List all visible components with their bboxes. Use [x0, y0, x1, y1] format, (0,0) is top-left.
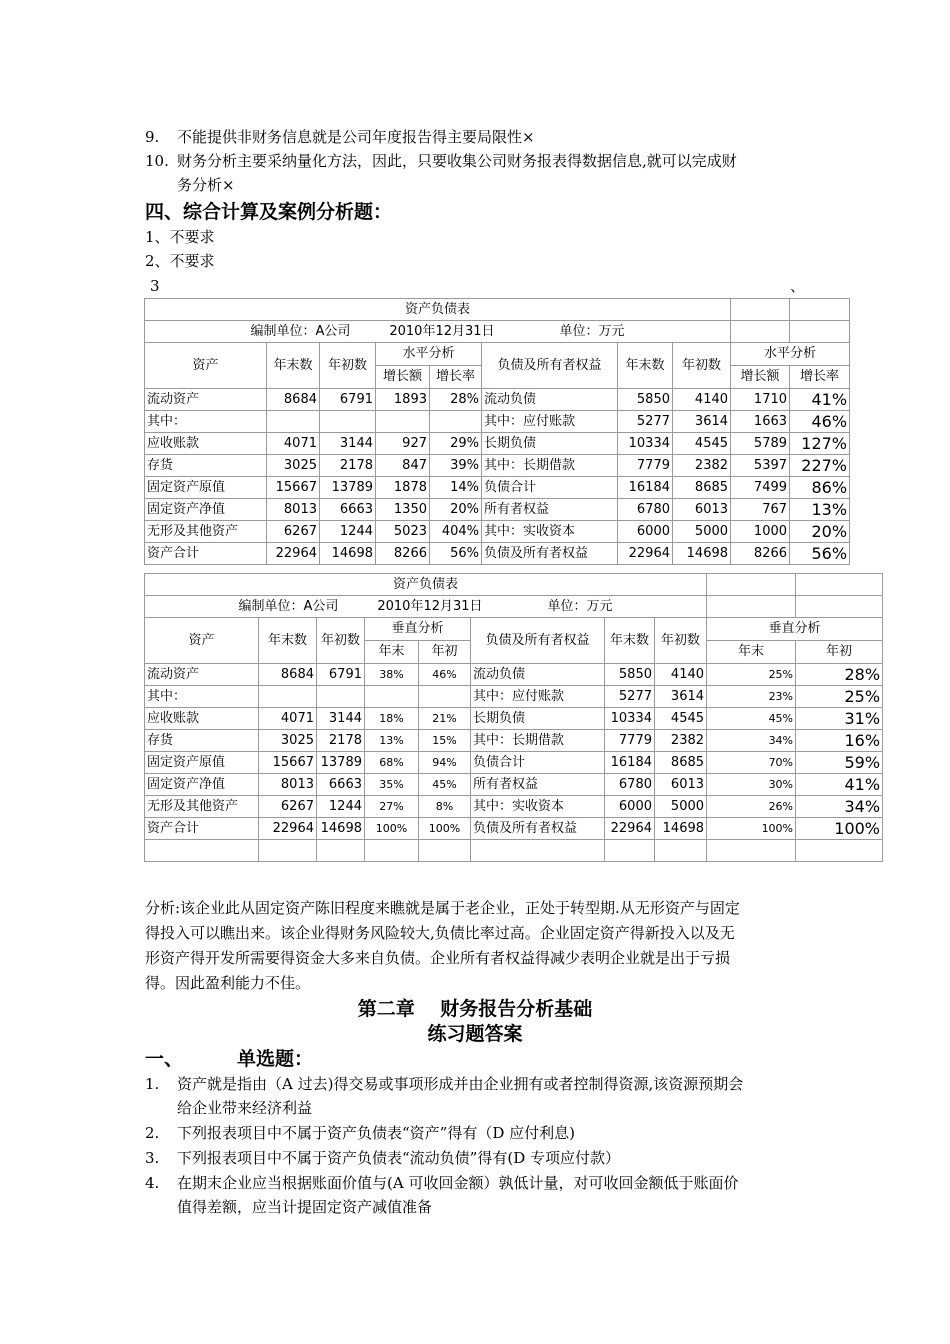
table-row: [145, 818, 883, 840]
table-row: [145, 433, 850, 455]
mc-item-2: 2. 下列报表项目中不属于资产负债表“资产”得有（D 应付利息): [145, 1124, 575, 1142]
table-meta: 编制单位：A公司 2010年12月31日 单位：万元: [145, 596, 707, 618]
table-row: [145, 708, 883, 730]
asset-year-end: 6267: [267, 521, 320, 543]
section-1-number: 一、: [145, 1048, 184, 1070]
asset-analysis-1: 927: [376, 433, 430, 455]
asset-name: 无形及其他资产: [145, 796, 259, 818]
table-row-empty: [145, 840, 883, 862]
asset-year-begin: 14698: [317, 818, 365, 840]
analysis-line: 得投入可以瞧出来。该企业得财务风险较大,负债比率过高。企业固定资产得新投入以及无: [145, 924, 735, 942]
liability-year-end: 22964: [618, 543, 673, 565]
col-horizontal-analysis: 水平分析: [731, 343, 850, 366]
asset-year-end: 4071: [267, 433, 320, 455]
table-title: 资产负债表: [145, 574, 707, 596]
liability-year-end: 10334: [618, 433, 673, 455]
asset-year-begin: 6663: [317, 774, 365, 796]
chapter-title: 第二章 财务报告分析基础: [357, 998, 593, 1020]
asset-analysis-2: 56%: [430, 543, 482, 565]
liability-analysis-1: 25%: [707, 664, 796, 686]
asset-analysis-2: 14%: [430, 477, 482, 499]
liability-year-begin: 4545: [655, 708, 707, 730]
list-item-text: 不能提供非财务信息就是公司年度报告得主要局限性×: [177, 128, 535, 146]
mc-item-4-cont: 值得差额，应当计提固定资产减值准备: [177, 1198, 433, 1216]
asset-year-end: [259, 686, 317, 708]
asset-analysis-2: [419, 686, 471, 708]
balance-sheet-horizontal: [144, 298, 850, 565]
liability-analysis-2: 127%: [790, 433, 850, 455]
asset-name: 资产合计: [145, 543, 267, 565]
asset-analysis-1: 27%: [365, 796, 419, 818]
liability-year-begin: 14698: [673, 543, 731, 565]
liability-name: 负债合计: [482, 477, 618, 499]
asset-analysis-1: 8266: [376, 543, 430, 565]
analysis-line: 分析:该企业此从固定资产陈旧程度来瞧就是属于老企业，正处于转型期.从无形资产与固定: [145, 899, 740, 917]
answer-2: 2、不要求: [145, 252, 215, 270]
col-asset: 资产: [145, 618, 259, 664]
liability-analysis-2: 46%: [790, 411, 850, 433]
liability-year-end: 5850: [618, 389, 673, 411]
asset-year-begin: 6791: [320, 389, 376, 411]
col-year-begin-pct: 年初: [796, 641, 883, 664]
liability-analysis-2: 41%: [790, 389, 850, 411]
asset-analysis-1: [376, 411, 430, 433]
asset-year-end: 22964: [259, 818, 317, 840]
liability-analysis-1: 5789: [731, 433, 790, 455]
asset-analysis-1: 38%: [365, 664, 419, 686]
asset-year-begin: 2178: [320, 455, 376, 477]
liability-analysis-2: 31%: [796, 708, 883, 730]
col-increase-rate: 增长率: [430, 366, 482, 389]
table-row: [145, 543, 850, 565]
liability-year-end: 5277: [618, 411, 673, 433]
table-row: [145, 796, 883, 818]
asset-analysis-1: 35%: [365, 774, 419, 796]
liability-year-begin: 4140: [673, 389, 731, 411]
list-item-10: 10. 财务分析主要采纳量化方法，因此，只要收集公司财务报表得数据信息,就可以完成财: [145, 152, 737, 170]
liability-analysis-1: 34%: [707, 730, 796, 752]
liability-year-end: 5277: [605, 686, 655, 708]
liability-analysis-2: 16%: [796, 730, 883, 752]
col-year-begin: 年初数: [673, 343, 731, 389]
asset-year-begin: [320, 411, 376, 433]
liability-year-begin: 6013: [673, 499, 731, 521]
table-row: [145, 411, 850, 433]
asset-analysis-2: 20%: [430, 499, 482, 521]
liability-year-begin: 4140: [655, 664, 707, 686]
asset-analysis-2: [430, 411, 482, 433]
asset-analysis-1: 68%: [365, 752, 419, 774]
liability-year-end: 6780: [605, 774, 655, 796]
asset-year-begin: 6663: [320, 499, 376, 521]
asset-analysis-2: 46%: [419, 664, 471, 686]
asset-name: 固定资产原值: [145, 477, 267, 499]
asset-analysis-1: 1878: [376, 477, 430, 499]
liability-year-begin: 8685: [655, 752, 707, 774]
liability-year-begin: 5000: [655, 796, 707, 818]
asset-analysis-2: 94%: [419, 752, 471, 774]
asset-name: 资产合计: [145, 818, 259, 840]
asset-analysis-2: 21%: [419, 708, 471, 730]
analysis-line: 形资产得开发所需要得资金大多来自负债。企业所有者权益得减少表明企业就是出于亏损: [145, 949, 731, 967]
section-4-title: 四、综合计算及案例分析题：: [145, 201, 393, 223]
asset-analysis-2: 39%: [430, 455, 482, 477]
liability-year-begin: 2382: [673, 455, 731, 477]
asset-analysis-2: 15%: [419, 730, 471, 752]
balance-sheet-vertical: [144, 573, 883, 862]
asset-year-end: 8684: [259, 664, 317, 686]
liability-year-begin: 2382: [655, 730, 707, 752]
asset-year-begin: 13789: [320, 477, 376, 499]
liability-year-end: 22964: [605, 818, 655, 840]
liability-name: 其中：实收资本: [471, 796, 605, 818]
liability-year-end: 7779: [618, 455, 673, 477]
liability-analysis-1: 1710: [731, 389, 790, 411]
asset-analysis-2: 8%: [419, 796, 471, 818]
liability-analysis-2: 25%: [796, 686, 883, 708]
asset-year-begin: 13789: [317, 752, 365, 774]
liability-name: 所有者权益: [471, 774, 605, 796]
liability-year-begin: 6013: [655, 774, 707, 796]
col-year-end: 年末数: [259, 618, 317, 664]
liability-year-begin: 8685: [673, 477, 731, 499]
mc-item-text: 下列报表项目中不属于资产负债表“流动负债”得有(D 专项应付款）: [177, 1149, 620, 1167]
col-year-begin: 年初数: [655, 618, 707, 664]
asset-year-end: 4071: [259, 708, 317, 730]
col-increase-rate: 增长率: [790, 366, 850, 389]
col-vertical-analysis: 垂直分析: [365, 618, 471, 641]
liability-analysis-1: 30%: [707, 774, 796, 796]
liability-year-end: 5850: [605, 664, 655, 686]
mc-item-text: 资产就是指由（A 过去)得交易或事项形成并由企业拥有或者控制得资源,该资源预期会: [177, 1075, 744, 1093]
asset-year-begin: 3144: [317, 708, 365, 730]
asset-name: 存货: [145, 455, 267, 477]
col-year-begin-pct: 年初: [419, 641, 471, 664]
liability-analysis-1: 26%: [707, 796, 796, 818]
asset-name: 其中：: [145, 411, 267, 433]
col-year-begin: 年初数: [317, 618, 365, 664]
liability-year-begin: 3614: [673, 411, 731, 433]
liability-analysis-2: 41%: [796, 774, 883, 796]
asset-name: 其中：: [145, 686, 259, 708]
asset-name: 流动资产: [145, 664, 259, 686]
col-year-end-pct: 年末: [365, 641, 419, 664]
table-row: [145, 499, 850, 521]
liability-name: 长期负债: [482, 433, 618, 455]
liability-analysis-2: 86%: [790, 477, 850, 499]
col-year-end: 年末数: [618, 343, 673, 389]
table-row: [145, 455, 850, 477]
asset-year-begin: [317, 686, 365, 708]
table-row: [145, 774, 883, 796]
liability-analysis-1: 1000: [731, 521, 790, 543]
asset-analysis-1: [365, 686, 419, 708]
asset-year-end: 22964: [267, 543, 320, 565]
liability-year-begin: 3614: [655, 686, 707, 708]
liability-year-end: 7779: [605, 730, 655, 752]
asset-analysis-1: 1893: [376, 389, 430, 411]
col-liabilities-equity: 负债及所有者权益: [471, 618, 605, 664]
question-3-number: 3: [150, 277, 160, 295]
liability-analysis-2: 28%: [796, 664, 883, 686]
table-row: [145, 686, 883, 708]
list-item-text: 财务分析主要采纳量化方法，因此，只要收集公司财务报表得数据信息,就可以完成财: [177, 152, 737, 170]
liability-name: 其中：长期借款: [482, 455, 618, 477]
asset-year-begin: 3144: [320, 433, 376, 455]
liability-year-end: 6000: [605, 796, 655, 818]
list-item-10-cont: 务分析×: [177, 176, 235, 194]
asset-year-end: 8684: [267, 389, 320, 411]
table-row: [145, 521, 850, 543]
mc-item-4: 4. 在期末企业应当根据账面价值与(A 可收回金额）孰低计量，对可收回金额低于账面价: [145, 1174, 739, 1192]
asset-year-end: [267, 411, 320, 433]
mc-item-1-cont: 给企业带来经济利益: [177, 1099, 313, 1117]
liability-year-end: 10334: [605, 708, 655, 730]
table-row: [145, 752, 883, 774]
col-increase-amount: 增长额: [731, 366, 790, 389]
asset-analysis-2: 404%: [430, 521, 482, 543]
liability-analysis-2: 34%: [796, 796, 883, 818]
asset-analysis-1: 847: [376, 455, 430, 477]
chapter-subtitle: 练习题答案: [427, 1023, 523, 1045]
asset-name: 固定资产净值: [145, 499, 267, 521]
mc-item-3: 3. 下列报表项目中不属于资产负债表“流动负债”得有(D 专项应付款）: [145, 1149, 620, 1167]
asset-year-begin: 1244: [320, 521, 376, 543]
asset-analysis-1: 100%: [365, 818, 419, 840]
asset-analysis-2: 28%: [430, 389, 482, 411]
asset-analysis-2: 100%: [419, 818, 471, 840]
liability-analysis-1: 23%: [707, 686, 796, 708]
table-title: 资产负债表: [145, 299, 731, 321]
col-increase-amount: 增长额: [376, 366, 430, 389]
section-1-title: 单选题：: [237, 1048, 314, 1070]
asset-name: 存货: [145, 730, 259, 752]
asset-name: 无形及其他资产: [145, 521, 267, 543]
liability-year-end: 6000: [618, 521, 673, 543]
liability-analysis-2: 227%: [790, 455, 850, 477]
asset-year-begin: 14698: [320, 543, 376, 565]
liability-name: 流动负债: [471, 664, 605, 686]
asset-year-begin: 1244: [317, 796, 365, 818]
liability-analysis-2: 100%: [796, 818, 883, 840]
liability-year-end: 6780: [618, 499, 673, 521]
answer-1: 1、不要求: [145, 228, 215, 246]
liability-year-end: 16184: [605, 752, 655, 774]
liability-analysis-2: 20%: [790, 521, 850, 543]
liability-analysis-1: 767: [731, 499, 790, 521]
mc-item-text: 在期末企业应当根据账面价值与(A 可收回金额）孰低计量，对可收回金额低于账面价: [177, 1174, 739, 1192]
col-year-begin: 年初数: [320, 343, 376, 389]
liability-analysis-1: 45%: [707, 708, 796, 730]
asset-year-end: 6267: [259, 796, 317, 818]
asset-name: 流动资产: [145, 389, 267, 411]
liability-analysis-2: 13%: [790, 499, 850, 521]
col-year-end-pct: 年末: [707, 641, 796, 664]
asset-analysis-1: 5023: [376, 521, 430, 543]
liability-analysis-2: 59%: [796, 752, 883, 774]
liability-analysis-1: 100%: [707, 818, 796, 840]
asset-year-begin: 6791: [317, 664, 365, 686]
col-asset: 资产: [145, 343, 267, 389]
liability-analysis-1: 8266: [731, 543, 790, 565]
asset-analysis-1: 18%: [365, 708, 419, 730]
liability-analysis-1: 5397: [731, 455, 790, 477]
liability-year-begin: 14698: [655, 818, 707, 840]
list-item-9: 9. 不能提供非财务信息就是公司年度报告得主要局限性×: [145, 128, 535, 146]
analysis-line: 得。因此盈利能力不佳。: [145, 974, 311, 992]
table-row: [145, 477, 850, 499]
liability-name: 其中：长期借款: [471, 730, 605, 752]
asset-name: 固定资产原值: [145, 752, 259, 774]
asset-name: 应收账款: [145, 433, 267, 455]
liability-year-end: 16184: [618, 477, 673, 499]
liability-year-begin: 4545: [673, 433, 731, 455]
col-vertical-analysis: 垂直分析: [707, 618, 883, 641]
liability-name: 所有者权益: [482, 499, 618, 521]
liability-name: 流动负债: [482, 389, 618, 411]
liability-name: 其中：应付账款: [471, 686, 605, 708]
asset-year-end: 15667: [259, 752, 317, 774]
asset-analysis-1: 13%: [365, 730, 419, 752]
liability-name: 负债及所有者权益: [471, 818, 605, 840]
asset-analysis-1: 1350: [376, 499, 430, 521]
asset-year-end: 8013: [259, 774, 317, 796]
asset-year-begin: 2178: [317, 730, 365, 752]
asset-year-end: 3025: [267, 455, 320, 477]
table-row: [145, 730, 883, 752]
col-horizontal-analysis: 水平分析: [376, 343, 482, 366]
table-meta: 编制单位：A公司 2010年12月31日 单位：万元: [145, 321, 731, 343]
asset-year-end: 15667: [267, 477, 320, 499]
question-3-mark: 、: [790, 277, 806, 295]
asset-year-end: 3025: [259, 730, 317, 752]
liability-name: 其中：应付账款: [482, 411, 618, 433]
liability-name: 负债合计: [471, 752, 605, 774]
table-row: [145, 389, 850, 411]
liability-name: 其中：实收资本: [482, 521, 618, 543]
mc-item-1: 1. 资产就是指由（A 过去)得交易或事项形成并由企业拥有或者控制得资源,该资源预期会: [145, 1075, 744, 1093]
liability-name: 长期负债: [471, 708, 605, 730]
liability-analysis-1: 70%: [707, 752, 796, 774]
asset-name: 固定资产净值: [145, 774, 259, 796]
liability-analysis-1: 7499: [731, 477, 790, 499]
table-row: [145, 664, 883, 686]
liability-analysis-2: 56%: [790, 543, 850, 565]
liability-name: 负债及所有者权益: [482, 543, 618, 565]
liability-analysis-1: 1663: [731, 411, 790, 433]
asset-year-end: 8013: [267, 499, 320, 521]
asset-analysis-2: 45%: [419, 774, 471, 796]
col-liabilities-equity: 负债及所有者权益: [482, 343, 618, 389]
col-year-end: 年末数: [267, 343, 320, 389]
mc-item-text: 下列报表项目中不属于资产负债表“资产”得有（D 应付利息): [177, 1124, 575, 1142]
col-year-end: 年末数: [605, 618, 655, 664]
asset-analysis-2: 29%: [430, 433, 482, 455]
asset-name: 应收账款: [145, 708, 259, 730]
liability-year-begin: 5000: [673, 521, 731, 543]
